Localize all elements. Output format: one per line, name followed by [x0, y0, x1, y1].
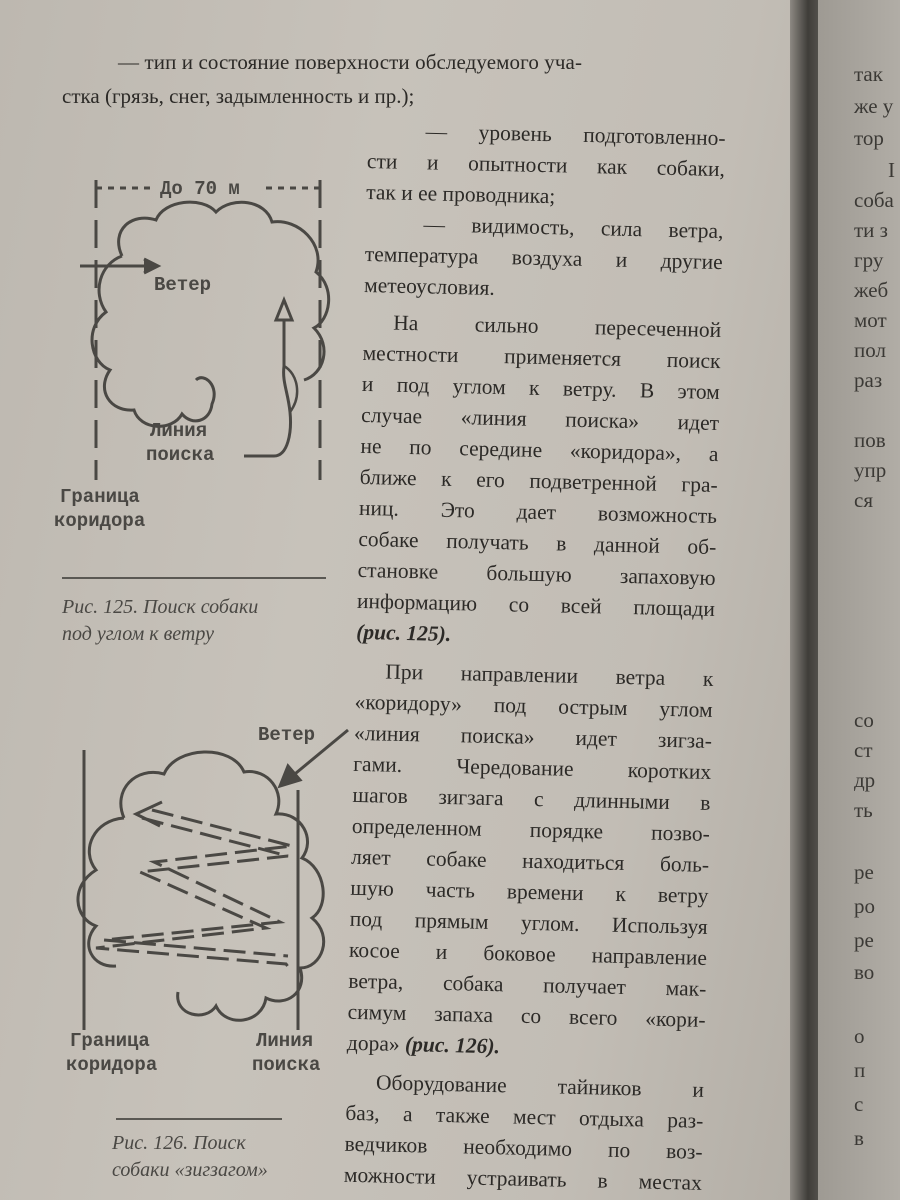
next-page-fragment: гру	[854, 248, 884, 272]
corridor-label: Граница	[60, 486, 140, 508]
next-page-fragment: др	[854, 768, 876, 792]
text-line: — уровень подготовленно-	[425, 119, 726, 151]
next-page-fragment: ся	[854, 488, 873, 512]
next-page-fragment: I	[888, 158, 895, 182]
text-line: метеоусловия.	[363, 272, 496, 300]
caption-line: Рис. 125. Поиск собаки	[62, 596, 259, 618]
caption-line: под углом к ветру	[62, 623, 214, 645]
next-page-fragment: так	[854, 62, 883, 86]
next-page-fragment: в	[854, 1126, 864, 1150]
next-page-fragment: во	[854, 960, 875, 984]
text-line: ветра, собака получает мак-	[348, 968, 707, 1001]
next-page-fragment: ре	[854, 928, 874, 952]
next-page-fragment: упр	[854, 458, 887, 482]
book-gutter	[790, 0, 820, 1200]
next-page-fragment: тор	[854, 126, 884, 150]
wind-label: Ветер	[154, 274, 212, 296]
figure-reference: (рис. 125).	[355, 619, 452, 647]
caption-rule	[116, 1118, 282, 1120]
search-line-label: Линия	[256, 1030, 314, 1052]
figure-125-caption	[62, 594, 258, 648]
search-line-label: поиска	[252, 1054, 321, 1076]
next-page-fragment: со	[854, 708, 874, 732]
next-page-fragment: ст	[854, 738, 873, 762]
next-page-fragment: ро	[854, 894, 875, 918]
next-page-fragment: мот	[854, 308, 887, 332]
body-text-column	[344, 115, 726, 1199]
text-line: можности устраивать в местах	[343, 1162, 703, 1195]
text-line: шагов зигзага с длинными в	[352, 782, 711, 815]
text-line: ляет собаке находиться боль-	[350, 844, 710, 877]
text-line: становке большую запаховую	[357, 557, 716, 591]
figure-126-caption	[112, 1130, 268, 1184]
text-line: «коридору» под острым углом	[354, 689, 713, 722]
text-line: местности применяется поиск	[362, 340, 721, 374]
scent-cloud	[78, 752, 324, 1020]
text-line: При направлении ветра к	[385, 659, 714, 691]
next-page-fragment: ти з	[854, 218, 888, 242]
next-page-fragment: же у	[854, 94, 894, 118]
text-line: ближе к его подветренной гра-	[359, 464, 718, 498]
search-line-label: поиска	[146, 444, 215, 466]
text-line: сти и опытности как собаки,	[366, 148, 726, 182]
text-line: и под углом к ветру. В этом	[361, 371, 721, 405]
text-line: шую часть времени к ветру	[350, 875, 709, 908]
text-line: под прямым углом. Используя	[349, 906, 708, 939]
text-line: так и ее проводника;	[365, 179, 556, 209]
next-page-fragment: соба	[854, 188, 894, 212]
next-page-fragment: с	[854, 1092, 864, 1116]
text-line: температура воздуха и другие	[364, 241, 724, 275]
text-line: На сильно пересеченной	[393, 310, 722, 343]
text-line: информацию со всей площади	[356, 588, 716, 621]
text-line: косое и боковое направление	[348, 937, 708, 970]
text-line: «линия поиска» идет зигза-	[353, 720, 713, 753]
text-line: определенном порядке позво-	[351, 813, 711, 846]
text-line: симум запаха со всего «кори-	[347, 999, 706, 1032]
scent-cloud	[92, 202, 329, 426]
caption-line: собаки «зигзагом»	[112, 1159, 268, 1181]
next-page-fragment: ре	[854, 860, 874, 884]
zigzag-segment	[104, 810, 292, 956]
caption-rule	[62, 577, 326, 579]
search-line-label: Линия	[150, 420, 208, 442]
text-line: случае «линия поиска» идет	[360, 402, 720, 436]
text-line: баз, а также мест отдыха раз-	[345, 1100, 704, 1133]
caption-line: Рис. 126. Поиск	[112, 1132, 246, 1154]
distance-label: До 70 м	[160, 178, 240, 200]
corridor-label: Граница	[70, 1030, 150, 1052]
figure-125-diagram	[40, 160, 360, 540]
figure-126-diagram	[40, 700, 370, 1100]
wind-arrowhead	[280, 766, 300, 786]
next-page-fragment: жеб	[854, 278, 889, 302]
wind-label: Ветер	[258, 724, 316, 746]
zigzag-search-line	[96, 810, 292, 972]
text-line: гами. Чередование коротких	[353, 751, 712, 784]
text-line: — видимость, сила ветра,	[423, 212, 724, 244]
text-line: стка (грязь, снег, задымленность и пр.);	[62, 84, 415, 108]
next-page-fragment: раз	[854, 368, 883, 392]
next-page-fragment: о	[854, 1024, 865, 1048]
text-line: не по середине «коридора», а	[360, 433, 719, 467]
next-page-fragment: пол	[854, 338, 886, 362]
next-page-fragment: п	[854, 1058, 866, 1082]
text-line: — тип и состояние поверхности обследуемого уча-	[118, 50, 583, 74]
text-line: ниц. Это дает возможность	[358, 495, 718, 529]
search-line-path	[244, 314, 290, 456]
next-page-fragment: ть	[854, 798, 873, 822]
next-page-fragment: пов	[854, 428, 886, 452]
text-line: дора» (рис. 126).	[346, 1030, 501, 1059]
next-page-edge	[818, 0, 900, 1200]
wind-arrowhead	[144, 259, 158, 273]
corridor-label: коридора	[54, 510, 146, 532]
figure-reference: (рис. 126).	[404, 1032, 501, 1059]
text-line: собаке получать в данной об-	[358, 526, 717, 560]
search-line-arrowhead	[276, 300, 292, 320]
corridor-label: коридора	[66, 1054, 158, 1076]
text-line: ведчиков необходимо по воз-	[344, 1131, 703, 1164]
text-line: Оборудование тайников и	[375, 1070, 705, 1102]
